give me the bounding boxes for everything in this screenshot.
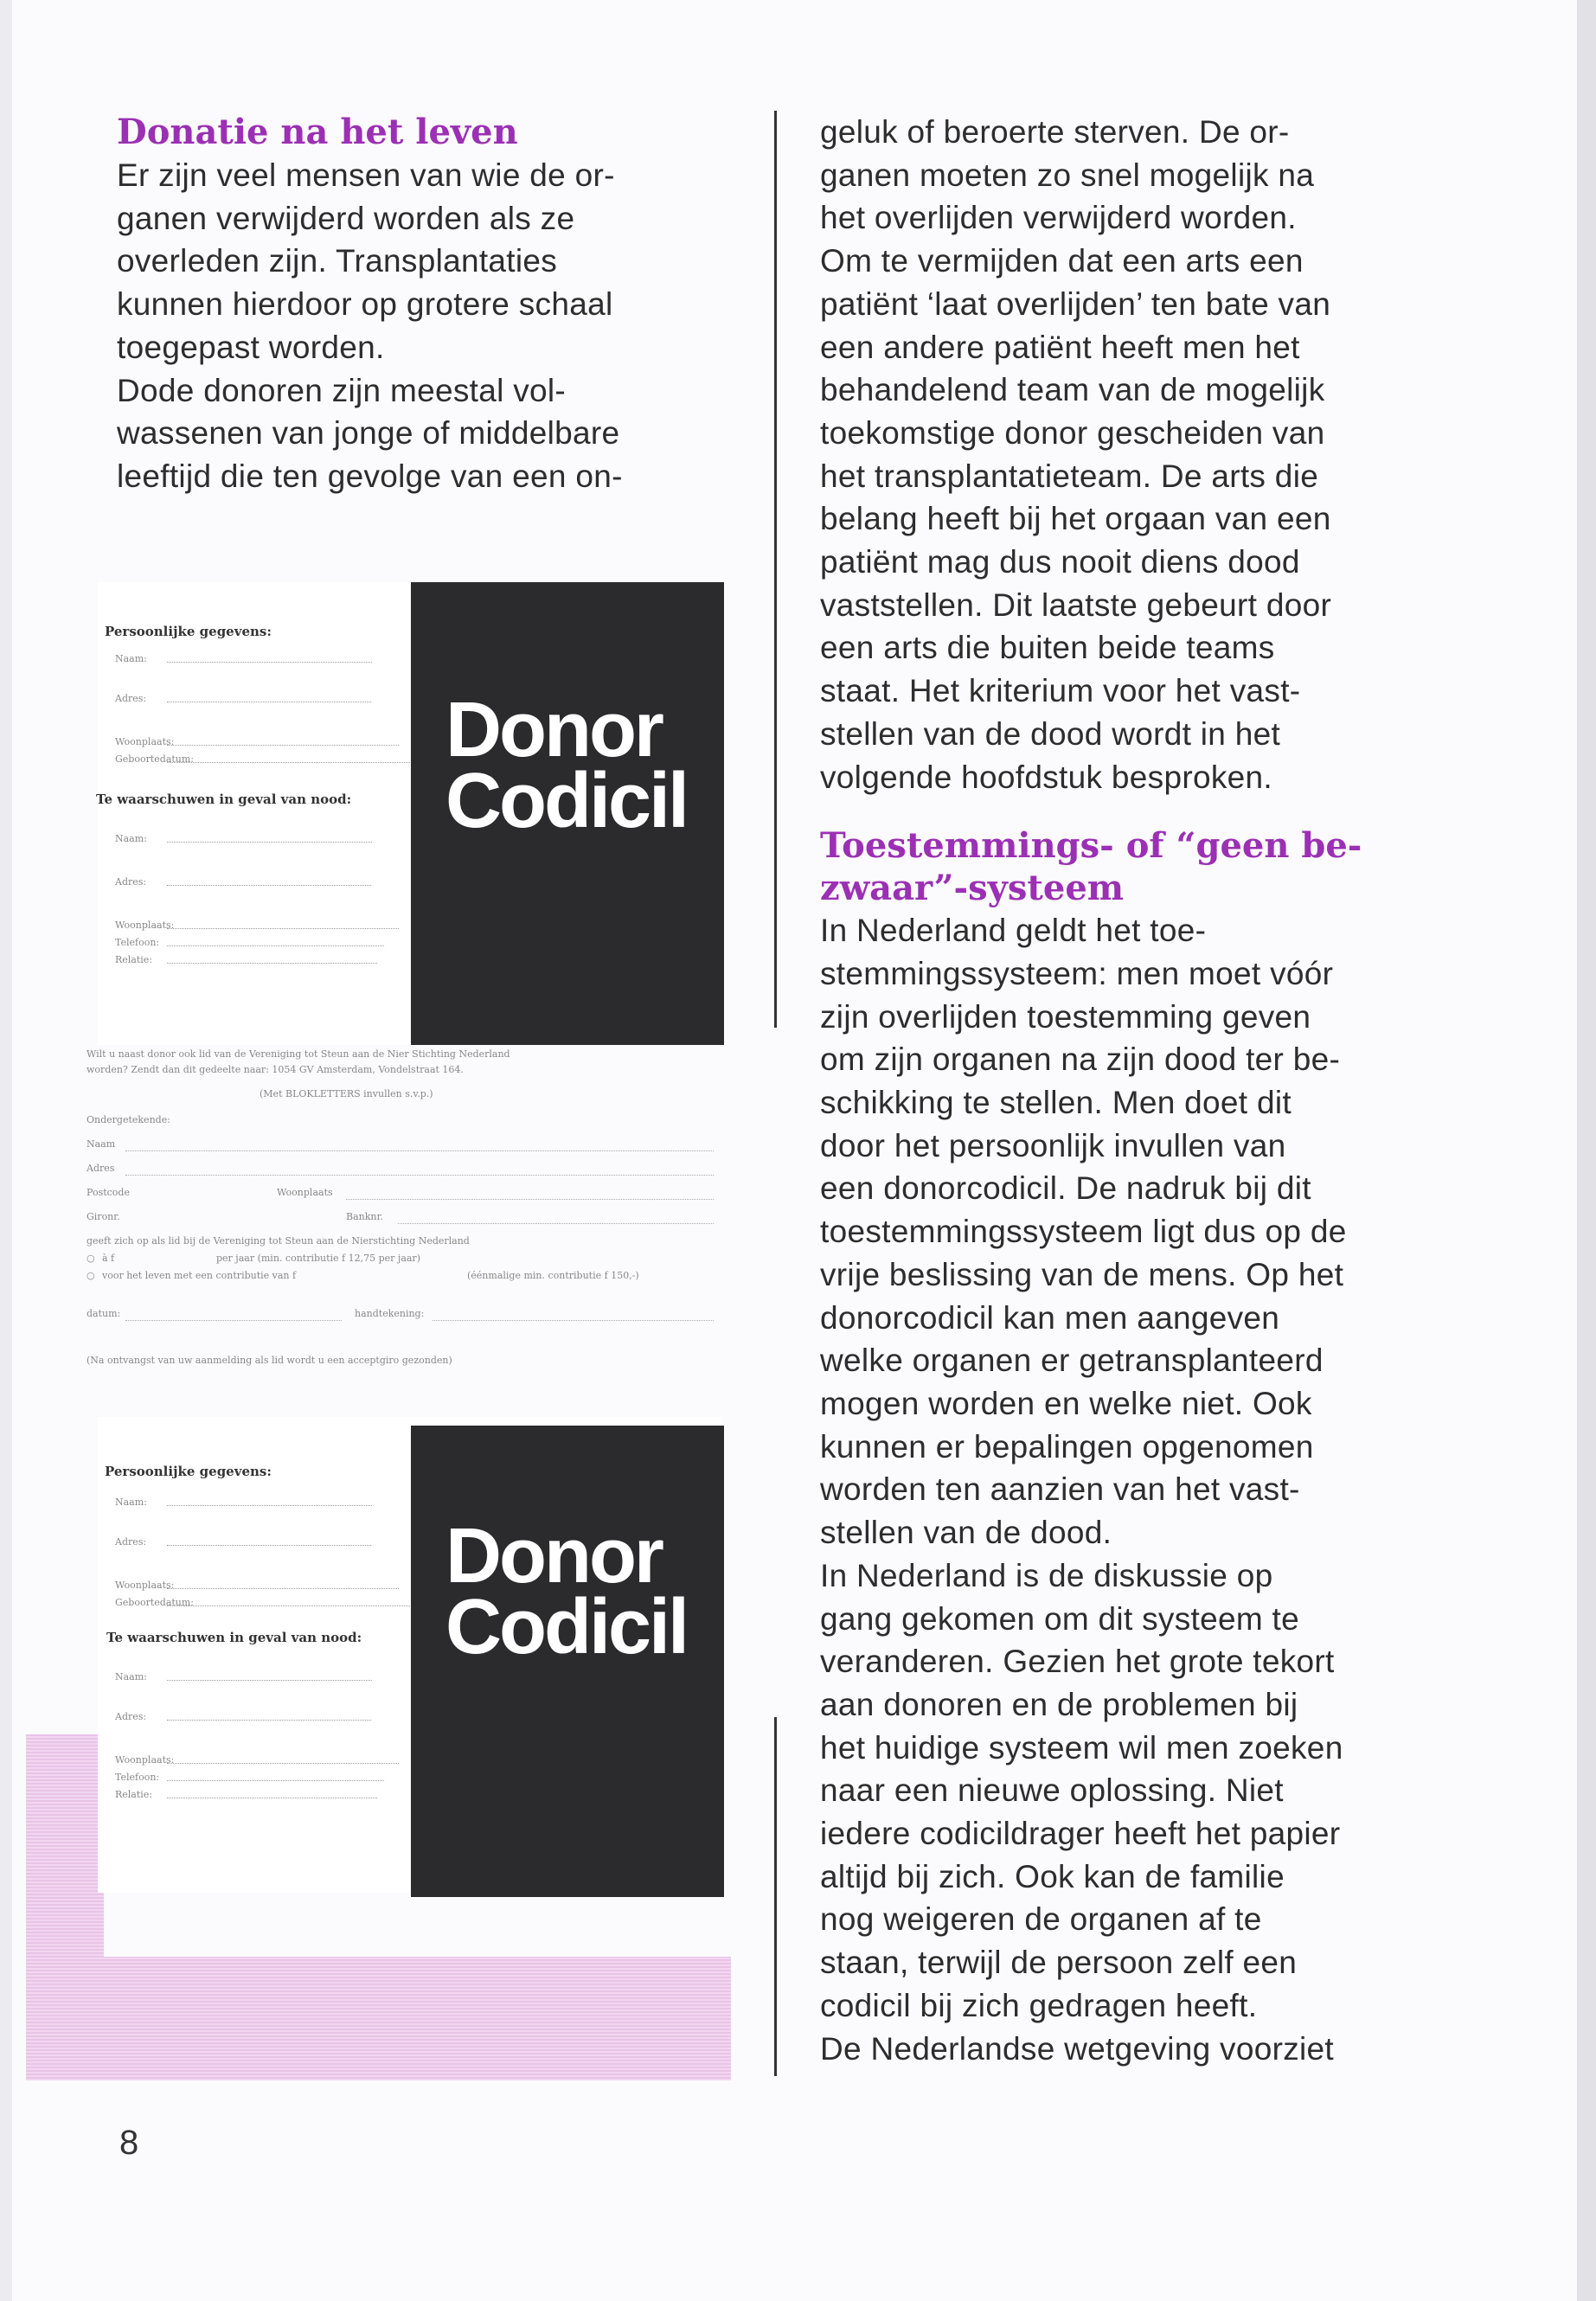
slip-city-line (346, 1199, 714, 1200)
text-line: zijn overlijden toestemming geven (820, 998, 1311, 1035)
slip-intro-1: Wilt u naast donor ook lid van de Vereniging tot Steun aan de Nier Stichting Nederland (87, 1048, 510, 1060)
text-line: aan donoren en de problemen bij (820, 1686, 1298, 1722)
section-heading-donatie: Donatie na het leven (117, 112, 518, 152)
field-address: Adres: (115, 1536, 147, 1548)
field-emergency-name: Naam: (115, 833, 147, 844)
field-emergency-relation: Relatie: (115, 1789, 153, 1800)
slip-address: Adres (87, 1163, 115, 1174)
text-line: toekomstige donor gescheiden van (820, 414, 1325, 451)
text-line: toestemmingssysteem ligt dus op de (820, 1214, 1347, 1250)
right-column (820, 111, 1443, 2070)
heading-line: Toestemmings- of “geen be- (820, 825, 1362, 867)
text-line: codicil bij zich gedragen heeft. (820, 1987, 1258, 2023)
text-line: leeftijd die ten gevolge van een on- (117, 458, 623, 494)
text-line: geluk of beroerte sterven. De or- (820, 114, 1290, 150)
text-line: mogen worden en welke niet. Ook (820, 1385, 1312, 1421)
text-line: naar een nieuwe oplossing. Niet (820, 1772, 1284, 1809)
text-line: een donorcodicil. De nadruk bij dit (820, 1170, 1311, 1207)
text-line: veranderen. Gezien het grote tekort (820, 1644, 1335, 1680)
text-line: staan, terwijl de persoon zelf een (820, 1945, 1298, 1981)
slip-name: Naam (87, 1138, 116, 1150)
text-line: donorcodicil kan men aangeven (820, 1299, 1280, 1336)
text-line: overleden zijn. Transplantaties (117, 243, 558, 279)
slip-postcode: Postcode (87, 1187, 130, 1198)
text-line: door het persoonlijk invullen van (820, 1127, 1286, 1163)
codicil-title (445, 687, 688, 844)
text-line: het transplantatieteam. De arts die (820, 458, 1319, 494)
text-line: Dode donoren zijn meestal vol- (117, 372, 567, 408)
codicil-title (445, 1513, 688, 1670)
slip-option-lifetime-icon[interactable]: ○ (87, 1270, 95, 1281)
title-line-codicil: Codicil (445, 758, 688, 844)
slip-date: datum: (87, 1308, 121, 1319)
text-line: om zijn organen na zijn dood ter be- (820, 1042, 1341, 1078)
slip-name-line (125, 1150, 714, 1151)
column-divider-top (774, 111, 777, 1028)
text-line: schikking te stellen. Men doet dit (820, 1085, 1292, 1121)
slip-blockletters: (Met BLOKLETTERS invullen s.v.p.) (260, 1088, 433, 1099)
slip-giro: Gironr. (87, 1211, 120, 1222)
left-column (117, 111, 722, 498)
text-line: staat. Het kriterium voor het vast- (820, 673, 1301, 709)
slip-bank-line (398, 1223, 714, 1224)
slip-date-line (125, 1320, 342, 1321)
codicil-title-block (411, 1426, 724, 1897)
slip-option-yearly-icon[interactable]: ○ (87, 1253, 95, 1264)
text-line: welke organen er getransplanteerd (820, 1343, 1324, 1379)
slip-signature-line (433, 1320, 714, 1321)
slip-footnote: (Na ontvangst van uw aanmelding als lid wordt u een acceptgiro gezonden) (87, 1355, 452, 1366)
membership-slip (87, 1047, 722, 1410)
column-divider-bottom (774, 1717, 777, 2076)
left-column-text (117, 154, 722, 498)
text-line: In Nederland is de diskussie op (820, 1557, 1273, 1593)
donor-codicil-card-2 (98, 1417, 722, 1893)
section-heading-toestemming (820, 824, 1443, 909)
text-line: De Nederlandse wetgeving voorziet (820, 2030, 1335, 2067)
text-line: nog weigeren de organen af te (820, 1901, 1262, 1938)
personal-data-heading: Persoonlijke gegevens: (105, 624, 272, 639)
decorative-dot-band-horizontal (26, 1957, 731, 2080)
slip-city: Woonplaats (277, 1187, 333, 1198)
field-emergency-city: Woonplaats: (115, 920, 175, 931)
text-line: het overlijden verwijderd worden. (820, 200, 1297, 236)
text-line: gang gekomen om dit systeem te (820, 1600, 1300, 1637)
text-line: stellen van de dood wordt in het (820, 715, 1281, 752)
text-line: kunnen hierdoor op grotere schaal (117, 286, 613, 323)
text-line: iedere codicildrager heeft het papier (820, 1816, 1341, 1852)
personal-data-heading: Persoonlijke gegevens: (105, 1464, 272, 1479)
right-column-text-2 (820, 909, 1443, 2070)
slip-option-lifetime-text: voor het leven met een contributie van f (102, 1270, 297, 1281)
slip-option-yearly-text: per jaar (min. contributie f 12,75 per jaar) (216, 1253, 420, 1264)
field-birthdate: Geboortedatum: (115, 1597, 195, 1608)
text-line: patiënt ‘laat overlijden’ ten bate van (820, 285, 1331, 322)
field-emergency-name: Naam: (115, 1671, 147, 1682)
codicil-form (98, 1417, 405, 1893)
field-emergency-address: Adres: (115, 876, 147, 888)
text-line: kunnen er bepalingen opgenomen (820, 1428, 1314, 1465)
text-line: Om te vermijden dat een arts een (820, 243, 1304, 279)
slip-option-yearly-amount: à f (102, 1253, 115, 1264)
text-line: toegepast worden. (117, 329, 385, 365)
text-line: wassenen van jonge of middelbare (117, 415, 620, 452)
right-column-text-1 (820, 111, 1443, 798)
codicil-title-block (411, 582, 724, 1045)
field-name: Naam: (115, 653, 147, 664)
slip-signature: handtekening: (355, 1308, 425, 1319)
field-name: Naam: (115, 1497, 147, 1508)
text-line: altijd bij zich. Ook kan de familie (820, 1858, 1285, 1894)
text-line: behandelend team van de mogelijk (820, 372, 1325, 408)
text-line: het huidige systeem wil men zoeken (820, 1729, 1343, 1766)
text-line: Er zijn veel mensen van wie de or- (117, 157, 615, 193)
field-emergency-relation: Relatie: (115, 954, 153, 965)
title-line-codicil: Codicil (445, 1584, 688, 1670)
text-line: een andere patiënt heeft men het (820, 329, 1300, 365)
field-city: Woonplaats: (115, 736, 175, 747)
slip-undersigned: Ondergetekende: (87, 1114, 170, 1125)
title-line-donor: Donor (445, 1513, 662, 1599)
text-line: belang heeft bij het orgaan van een (820, 501, 1331, 537)
page-number: 8 (119, 2124, 139, 2162)
field-emergency-address: Adres: (115, 1711, 147, 1722)
text-line: patiënt mag dus nooit diens dood (820, 544, 1300, 580)
title-line-donor: Donor (445, 687, 662, 773)
field-emergency-phone: Telefoon: (115, 1772, 160, 1783)
field-emergency-city: Woonplaats: (115, 1754, 175, 1766)
field-city: Woonplaats: (115, 1580, 175, 1591)
field-birthdate: Geboortedatum: (115, 753, 195, 765)
donor-codicil-card (98, 582, 722, 1045)
text-line: een arts die buiten beide teams (820, 630, 1275, 666)
emergency-heading: Te waarschuwen in geval van nood: (96, 792, 352, 807)
emergency-heading: Te waarschuwen in geval van nood: (106, 1630, 362, 1645)
heading-line: zwaar”-systeem (820, 868, 1125, 909)
text-line: ganen verwijderd worden als ze (117, 200, 575, 236)
text-line: vrije beslissing van de mens. Op het (820, 1256, 1344, 1292)
slip-address-line (125, 1175, 714, 1176)
text-line: stellen van de dood. (820, 1515, 1112, 1551)
field-address: Adres: (115, 693, 147, 704)
text-line: worden ten aanzien van het vast- (820, 1471, 1300, 1508)
text-line: In Nederland geldt het toe- (820, 913, 1207, 949)
text-line: ganen moeten zo snel mogelijk na (820, 157, 1315, 193)
text-line: stemmingssysteem: men moet vóór (820, 955, 1334, 991)
slip-membership: geeft zich op als lid bij de Vereniging tot Steun aan de Nierstichting Nederland (87, 1235, 470, 1247)
slip-intro-2: worden? Zendt dan dit gedeelte naar: 1054 GV Amsterdam, Vondelstraat 164. (87, 1064, 464, 1075)
slip-bank: Banknr. (346, 1211, 384, 1222)
codicil-form (98, 582, 405, 1045)
field-emergency-phone: Telefoon: (115, 937, 160, 948)
text-line: volgende hoofdstuk besproken. (820, 759, 1272, 795)
text-line: vaststellen. Dit laatste gebeurt door (820, 586, 1332, 623)
slip-option-lifetime-min: (éénmalige min. contributie f 150,-) (467, 1270, 639, 1281)
